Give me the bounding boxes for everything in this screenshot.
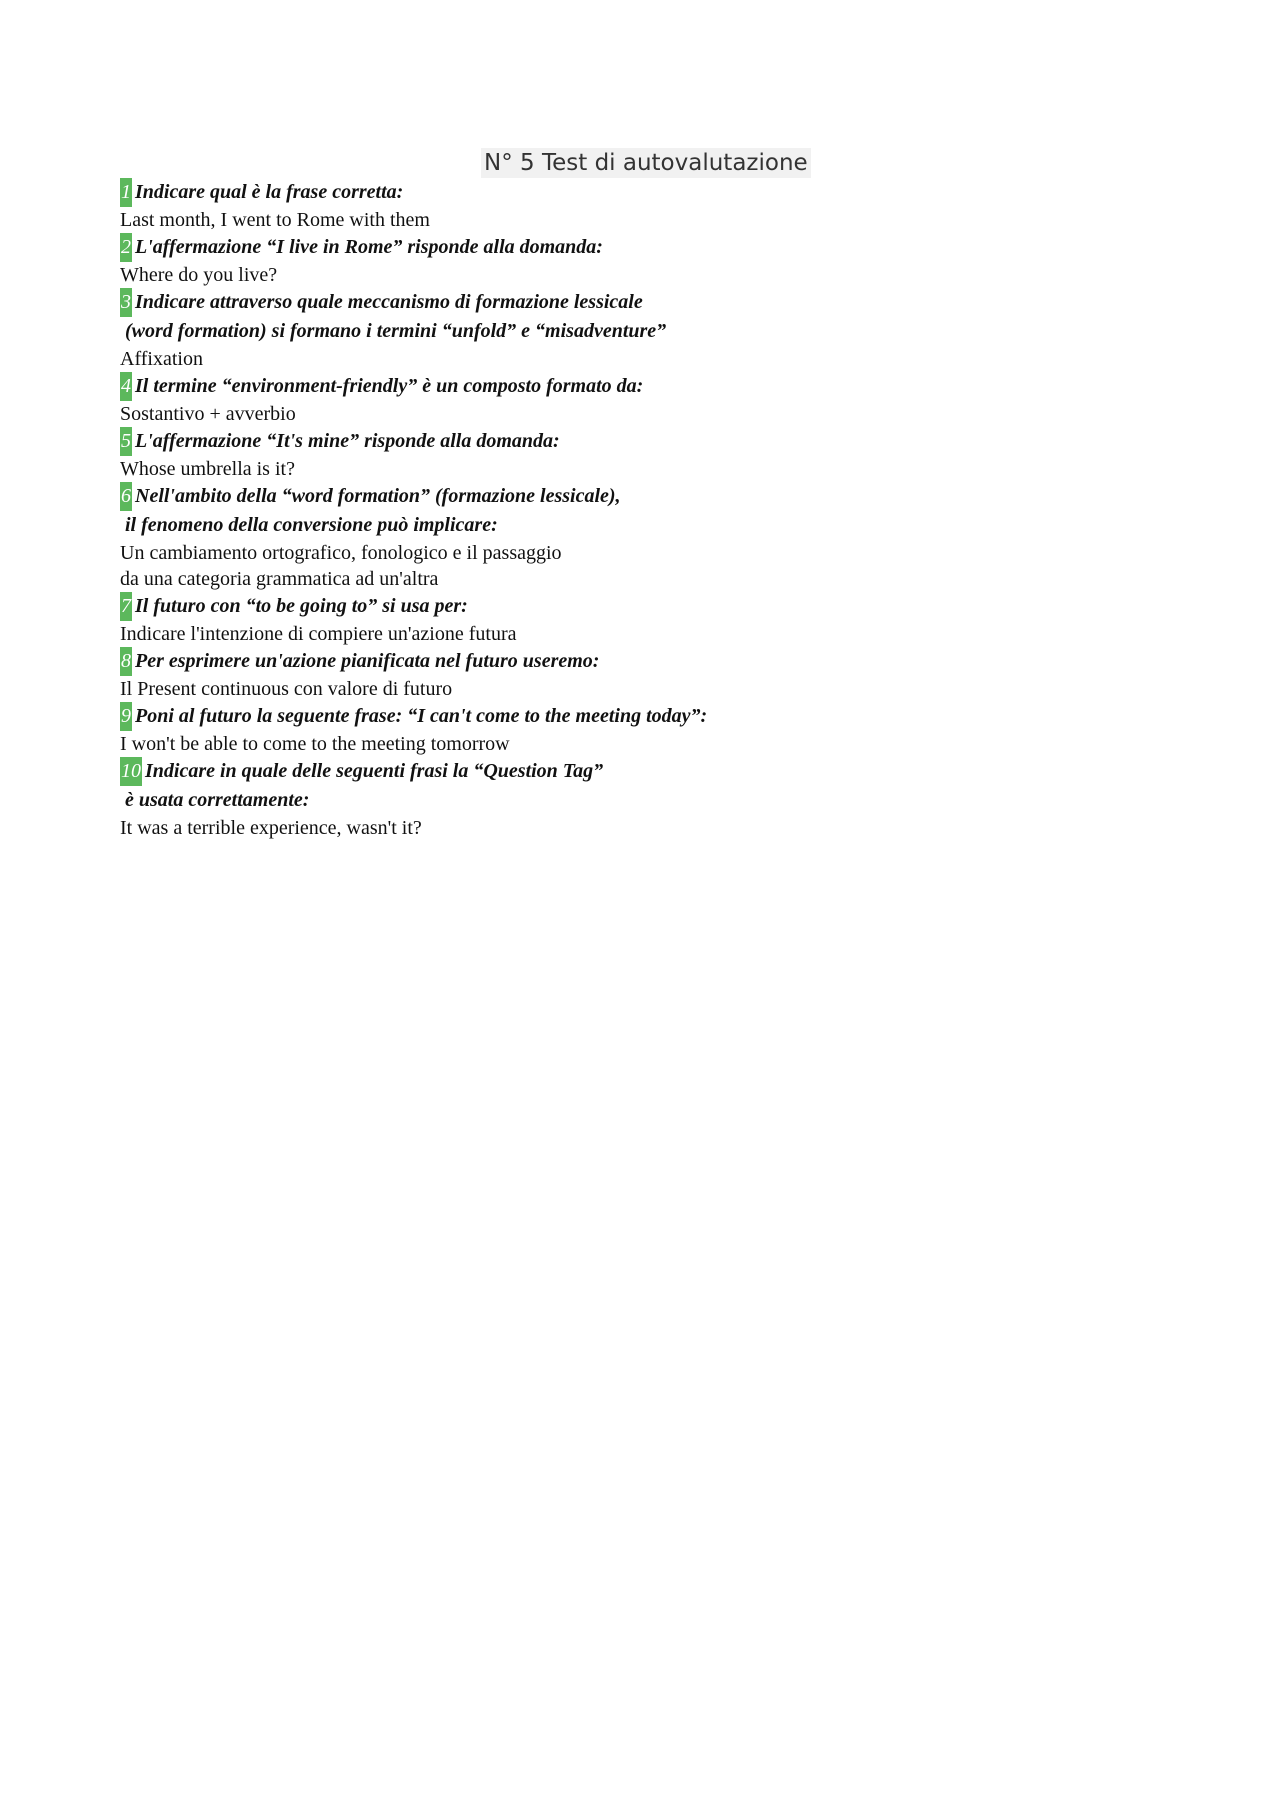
question-number-badge: 5 bbox=[120, 427, 132, 456]
question-item bbox=[120, 372, 1120, 427]
question-item bbox=[120, 702, 1120, 757]
answer-text: Sostantivo + avverbio bbox=[120, 403, 296, 425]
question-item bbox=[120, 647, 1120, 702]
question-list bbox=[120, 178, 1120, 841]
question-line: Per esprimere un'azione pianificata nel futuro useremo: bbox=[135, 650, 600, 672]
question-line: Nell'ambito della “word formation” (formazione lessicale), bbox=[135, 485, 621, 507]
question-number-badge: 3 bbox=[120, 288, 132, 317]
question-number-badge: 7 bbox=[120, 592, 132, 621]
question-item bbox=[120, 482, 1120, 592]
question-line: L'affermazione “It's mine” risponde alla domanda: bbox=[135, 430, 560, 452]
question-text bbox=[120, 482, 1120, 511]
question-item bbox=[120, 233, 1120, 288]
question-line: il fenomeno della conversione può implicare: bbox=[125, 514, 498, 536]
question-line: Indicare in quale delle seguenti frasi la “Question Tag” bbox=[145, 760, 604, 782]
answer-text: Affixation bbox=[120, 348, 203, 370]
page-title: N° 5 Test di autovalutazione bbox=[481, 148, 811, 178]
question-line: L'affermazione “I live in Rome” risponde alla domanda: bbox=[135, 236, 603, 258]
question-text bbox=[120, 427, 1120, 456]
answer-text: Indicare l'intenzione di compiere un'azione futura bbox=[120, 623, 517, 645]
question-number-badge: 2 bbox=[120, 233, 132, 262]
question-text bbox=[120, 592, 1120, 621]
question-text bbox=[120, 511, 1120, 540]
answer-text: I won't be able to come to the meeting tomorrow bbox=[120, 733, 510, 755]
question-number-badge: 4 bbox=[120, 372, 132, 401]
question-text bbox=[120, 647, 1120, 676]
question-line: è usata correttamente: bbox=[125, 789, 310, 811]
question-text bbox=[120, 372, 1120, 401]
question-item bbox=[120, 288, 1120, 372]
question-text bbox=[120, 178, 1120, 207]
question-number-badge: 1 bbox=[120, 178, 132, 207]
question-number-badge: 8 bbox=[120, 647, 132, 676]
question-item bbox=[120, 592, 1120, 647]
question-line: Indicare attraverso quale meccanismo di formazione lessicale bbox=[135, 291, 643, 313]
answer-text: Where do you live? bbox=[120, 264, 278, 286]
question-line: Il futuro con “to be going to” si usa per: bbox=[135, 595, 468, 617]
question-item bbox=[120, 757, 1120, 841]
answer-text: Il Present continuous con valore di futuro bbox=[120, 678, 453, 700]
question-text bbox=[120, 288, 1120, 317]
question-text bbox=[120, 757, 1120, 786]
question-text bbox=[120, 317, 1120, 346]
question-text bbox=[120, 786, 1120, 815]
answer-text: Un cambiamento ortografico, fonologico e il passaggio bbox=[120, 542, 562, 564]
answer-text: Last month, I went to Rome with them bbox=[120, 209, 430, 231]
question-item bbox=[120, 178, 1120, 233]
answer-text: Whose umbrella is it? bbox=[120, 458, 295, 480]
answer-text: It was a terrible experience, wasn't it? bbox=[120, 817, 422, 839]
question-number-badge: 6 bbox=[120, 482, 132, 511]
question-line: Indicare qual è la frase corretta: bbox=[135, 181, 404, 203]
question-line: (word formation) si formano i termini “unfold” e “misadventure” bbox=[125, 320, 667, 342]
question-line: Il termine “environment-friendly” è un composto formato da: bbox=[135, 375, 644, 397]
question-number-badge: 9 bbox=[120, 702, 132, 731]
question-text bbox=[120, 702, 1120, 731]
answer-text: da una categoria grammatica ad un'altra bbox=[120, 568, 439, 590]
question-number-badge: 10 bbox=[120, 757, 142, 786]
question-text bbox=[120, 233, 1120, 262]
question-line: Poni al futuro la seguente frase: “I can't come to the meeting today”: bbox=[135, 705, 708, 727]
question-item bbox=[120, 427, 1120, 482]
